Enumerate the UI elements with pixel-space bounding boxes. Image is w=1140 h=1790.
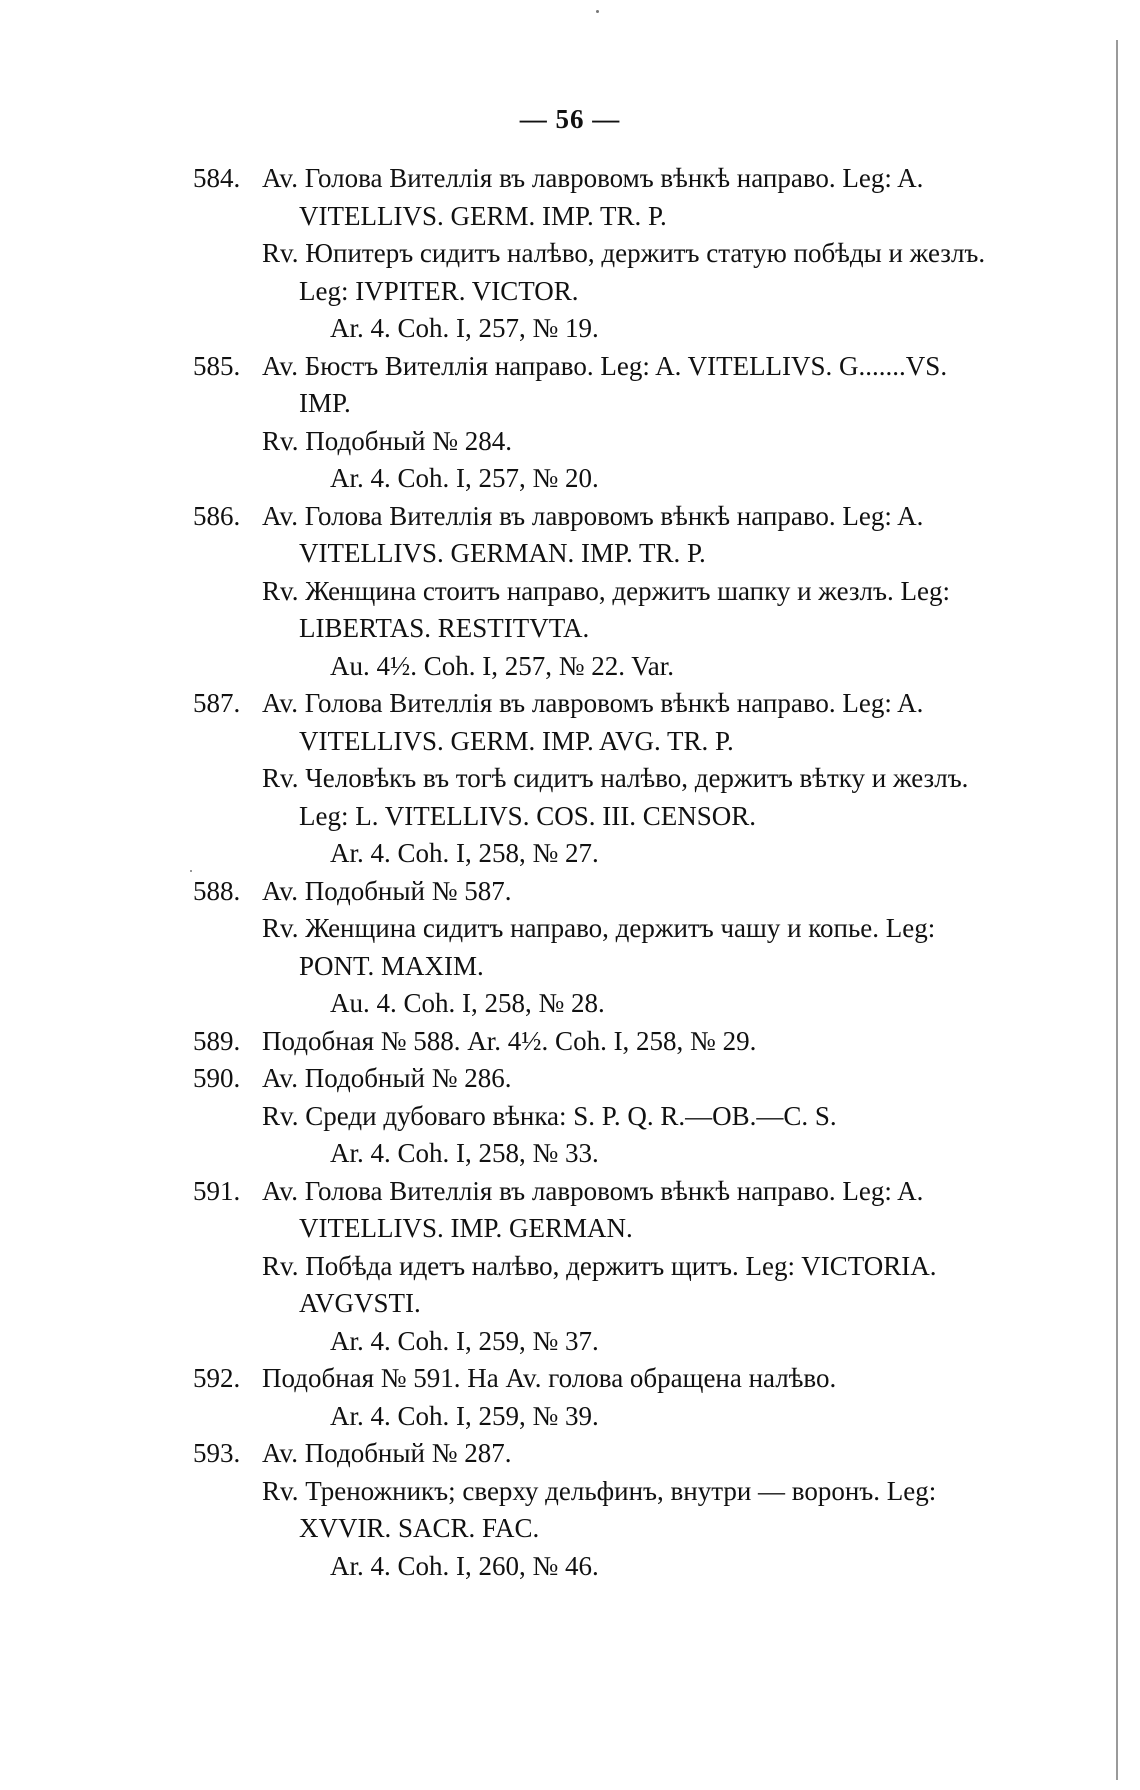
entry-number: 586. — [193, 500, 241, 531]
entry-line — [0, 685, 1140, 723]
entry-line — [0, 160, 1140, 198]
entry-text: Av. Подобный № 287. — [262, 1438, 512, 1468]
entry-text: Ar. 4. Coh. I, 259, № 37. — [330, 1325, 599, 1356]
speck-mark — [596, 10, 599, 13]
entry-line — [0, 1548, 1140, 1586]
entry-line — [0, 610, 1140, 648]
catalog-entries — [0, 160, 1140, 1585]
entry-text: Rv. Человѣкъ въ тогѣ сидитъ налѣво, держитъ вѣтку и жезлъ. — [262, 763, 969, 793]
entry-text: Ar. 4. Coh. I, 257, № 19. — [330, 313, 599, 343]
entry-line — [0, 1473, 1140, 1511]
entry-text: Ar. 4. Coh. I, 258, № 27. — [330, 838, 599, 868]
entry-number: 587. — [193, 688, 241, 718]
entry-line — [0, 1435, 1140, 1473]
entry-line — [0, 798, 1140, 836]
entry-text: Leg: L. VITELLIVS. COS. III. CENSOR. — [299, 800, 756, 831]
entry-text: AVGVSTI. — [299, 1288, 421, 1318]
entry-line — [0, 835, 1140, 873]
entry-line — [0, 310, 1140, 348]
entry-line — [0, 198, 1140, 236]
entry-text: LIBERTAS. RESTITVTA. — [299, 613, 590, 643]
entry-line — [0, 460, 1140, 498]
entry-number: 585. — [193, 350, 241, 381]
entry-line — [0, 723, 1140, 761]
entry-line — [0, 1098, 1140, 1136]
entry-line — [0, 1060, 1140, 1098]
entry-number: 591. — [193, 1175, 241, 1206]
entry-text: PONT. MAXIM. — [299, 950, 484, 981]
entry-line — [0, 948, 1140, 986]
entry-line — [0, 535, 1140, 573]
entry-text: VITELLIVS. GERMAN. IMP. TR. P. — [299, 538, 706, 568]
entry-line — [0, 873, 1140, 911]
entry-line — [0, 1285, 1140, 1323]
entry-text: IMP. — [299, 388, 351, 418]
entry-text: VITELLIVS. IMP. GERMAN. — [299, 1213, 633, 1243]
entry-line — [0, 498, 1140, 536]
entry-text: Ar. 4. Coh. I, 257, № 20. — [330, 463, 599, 493]
entry-text: Av. Бюстъ Вителлія направо. Leg: A. VITELLIVS. G.......VS. — [262, 350, 948, 381]
entry-text: Av. Голова Вителлія въ лавровомъ вѣнкѣ направо. Leg: A. — [262, 1175, 924, 1206]
entry-number: 584. — [193, 163, 241, 193]
entry-text: Av. Подобный № 587. — [262, 875, 512, 906]
entry-text: Au. 4½. Coh. I, 257, № 22. Var. — [330, 650, 675, 681]
entry-text: Ar. 4. Coh. I, 258, № 33. — [330, 1138, 599, 1168]
entry-text: Rv. Треножникъ; сверху дельфинъ, внутри — воронъ. Leg: — [262, 1475, 937, 1506]
entry-text: Rv. Побѣда идетъ налѣво, держитъ щитъ. Leg: VICTORIA. — [262, 1250, 937, 1281]
entry-line — [0, 910, 1140, 948]
entry-line — [0, 1023, 1140, 1061]
entry-number: 593. — [193, 1438, 241, 1468]
entry-line — [0, 1135, 1140, 1173]
entry-text: Rv. Юпитеръ сидитъ налѣво, держитъ статую побѣды и жезлъ. — [262, 238, 986, 268]
entry-text: XVVIR. SACR. FAC. — [299, 1513, 540, 1543]
entry-line — [0, 348, 1140, 386]
entry-text: Rv. Женщина стоитъ направо, держитъ шапку и жезлъ. Leg: — [262, 575, 950, 606]
entry-number: 588. — [193, 875, 241, 906]
entry-text: Rv. Женщина сидитъ направо, держитъ чашу и копье. Leg: — [262, 913, 936, 943]
entry-text: Ar. 4. Coh. I, 260, № 46. — [330, 1550, 599, 1581]
entry-line — [0, 423, 1140, 461]
entry-line — [0, 573, 1140, 611]
entry-line — [0, 235, 1140, 273]
entry-line — [0, 985, 1140, 1023]
entry-text: Подобная № 591. На Av. голова обращена налѣво. — [262, 1363, 837, 1393]
entry-line — [0, 1173, 1140, 1211]
entry-text: Rv. Среди дубоваго вѣнка: S. P. Q. R.—OB.—C. S. — [262, 1100, 837, 1131]
entry-text: Ar. 4. Coh. I, 259, № 39. — [330, 1400, 599, 1431]
entry-text: VITELLIVS. GERM. IMP. AVG. TR. P. — [299, 725, 734, 756]
entry-text: Av. Голова Вителлія въ лавровомъ вѣнкѣ направо. Leg: A. — [262, 688, 924, 718]
entry-line — [0, 1398, 1140, 1436]
entry-line — [0, 648, 1140, 686]
entry-line — [0, 1323, 1140, 1361]
page-number: — 56 — — [519, 104, 621, 134]
entry-line — [0, 1510, 1140, 1548]
entry-line — [0, 1210, 1140, 1248]
entry-line — [0, 1360, 1140, 1398]
entry-text: Av. Подобный № 286. — [262, 1063, 512, 1093]
entry-text: Leg: IVPITER. VICTOR. — [299, 275, 579, 306]
entry-text: Av. Голова Вителлія въ лавровомъ вѣнкѣ направо. Leg: A. — [262, 500, 924, 531]
entry-line — [0, 760, 1140, 798]
entry-number: 592. — [193, 1363, 241, 1393]
entry-number: 590. — [193, 1063, 241, 1093]
entry-text: VITELLIVS. GERM. IMP. TR. P. — [299, 200, 667, 231]
entry-number: 589. — [193, 1025, 241, 1056]
entry-text: Au. 4. Coh. I, 258, № 28. — [330, 988, 605, 1018]
entry-text: Rv. Подобный № 284. — [262, 425, 513, 456]
entry-text: Подобная № 588. Ar. 4½. Coh. I, 258, № 29. — [262, 1025, 757, 1056]
entry-line — [0, 273, 1140, 311]
entry-line — [0, 385, 1140, 423]
entry-line — [0, 1248, 1140, 1286]
entry-text: Av. Голова Вителлія въ лавровомъ вѣнкѣ направо. Leg: A. — [262, 163, 924, 193]
